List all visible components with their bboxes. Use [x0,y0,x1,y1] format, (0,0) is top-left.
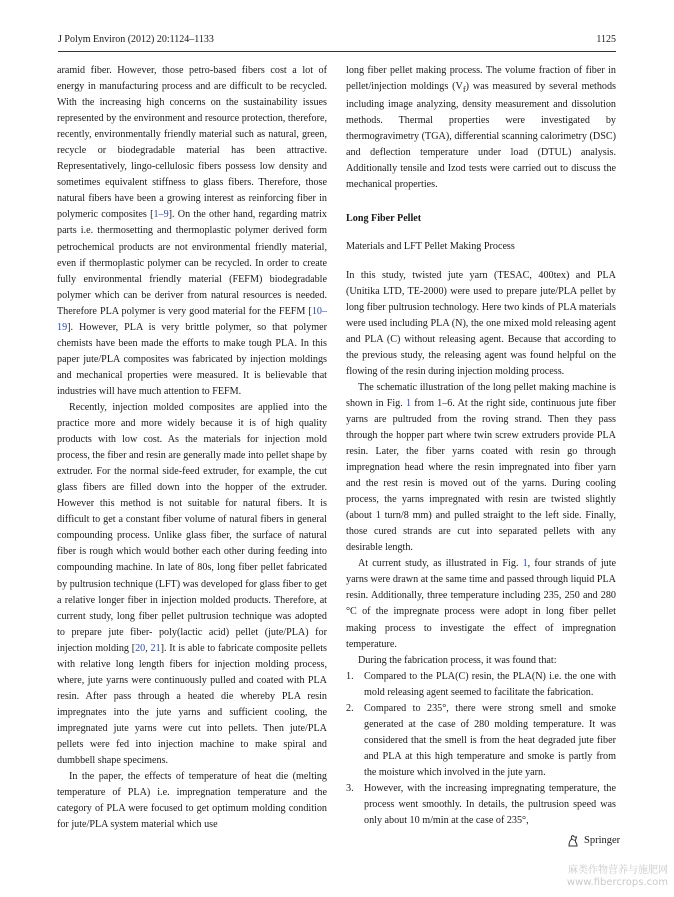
citation-link[interactable]: 1–9 [153,209,169,221]
paragraph: Recently, injection molded composites are applied into the practice more and more widely because it is of high quality products with low cost. As the materials for injection mold process, the fiber and resin are generally made into pellet shape by extruder. For the normal side-feed extruder, for example, the cut glass fibers are filled down into the hopper of the extruder. However this method is not suitable for natural fibers. It is difficult to get a constant fiber volume of natural fibers in general compounding process. Unlike glass fiber, the surface of natural fiber is rough which would bother each other during feeding into compounding machine. In late of 80s, long fiber pellet fabricated by pultrusion technique (LFT) was developed for glass fiber to get a relative longer fiber in injection molded products. Therefore, at current study, long fiber pellet pultrusion technique was adopted to prepare jute fiber- poly(lactic acid) pellet (jute/PLA) for injection molding [20, 21]. It is able to fabricate composite pellets with relative long length fibers for injection molding process, where, jute yarns were continuously pulled and coated with PLA resin. After pass through a heated die whereby PLA resin impregnates into the jute yarns and sufficient cooling, the impregnated jute yarns were cut into pellets. Then jute/PLA pellets were fed into injection machine to make spiral and dumbbell shape specimens. [57,401,327,767]
springer-horse-icon [566,834,580,848]
left-column [57,63,327,833]
paragraph: In this study, twisted jute yarn (TESAC, 400tex) and PLA (Unitika LTD, TE-2000) were used to prepare jute/PLA pellet by long fiber pultrusion technology. Here two kinds of PLA materials were used including PLA (N), the one mixed mold releasing agent and PLA (C) without releasing agent. Because that according to the previous study, the releasing agent was found helpful on the flowing of the resin during injection molding process. [346,269,616,377]
paragraph: During the fabrication process, it was found that: [358,654,557,666]
list-item: 3. However, with the increasing impregnating temperature, the process went smoothly. In details, the pultrusion speed was only about 10 m/min at the case of 235°, [346,783,616,827]
citation-link[interactable]: 20 [135,642,146,654]
figure-link[interactable]: 1 [406,397,412,409]
numbered-list [346,669,616,829]
paragraph: In the paper, the effects of temperature of heat die (melting temperature of PLA) i.e. impregnation temperature and the category of PLA were focused to get optimum molding condition for jute/PLA system material which use [57,771,327,831]
figure-link[interactable]: 1 [522,558,528,570]
list-item: 1. Compared to the PLA(C) resin, the PLA(N) i.e. the one with mold releasing agent seemed to facilitate the fabrication. [346,670,616,698]
publisher-logo [566,833,620,849]
running-header [58,33,616,49]
header-rule [58,51,616,52]
journal-citation: J Polym Environ (2012) 20:1124–1133 [58,34,214,45]
right-column [346,63,616,829]
citation-link[interactable]: 10–19 [57,305,327,333]
subsection-heading: Materials and LFT Pellet Making Process [346,241,515,253]
paragraph: aramid fiber. However, those petro-based fibers cost a lot of energy in manufacturing process and are difficult to be recycled. With the increasing high concerns on the sustainability issues represented by the environment and resource protection, therefore, recently, environmentally friendly material such as natural, green, recycle or biodegradable material has been attractive. Representatively, lingo-cellulosic fibers possess low density and sometimes equivalent stiffness to glass fibers. Therefore, those natural fibers have been a growing interest as reinforcing fiber in polymeric composites [1–9]. On the other hand, regarding matrix parts i.e. thermosetting and thermoplastic polymer derived form petrochemical products are not environmental friendly material, even if thermoplastic polymer can be recycled. In order to create fully environmental friendly material (FEFM) biodegradable polymer which can be deriver from natural resources is needed. Therefore PLA polymer is very good material for the FEFM [10–19]. However, PLA is very brittle polymer, so that polymer chemists have been made the efforts to make tough PLA. In this paper jute/PLA composites was fabricated by injection moldings and mechanical properties were measured. It is believable that industries will have much attention to FEFM. [57,65,327,397]
paragraph: long fiber pellet making process. The volume fraction of fiber in pellet/injection moldings $(V_f)$ was measured by several methods including image analyzing, density measurement and dissolution methods. Thermal properties were investigated by thermogravimetry (TGA), differential scanning calorimetry (DSC) and deflection temperature under load (DTUL) analysis. Additionally tensile and Izod tests were carried out to discuss the mechanical properties. [346,65,616,191]
site-watermark: 麻类作物营养与施肥网 www.fibercrops.com [566,865,668,888]
publisher-name: Springer [584,835,621,846]
section-heading: Long Fiber Pellet [346,213,422,225]
paragraph: The schematic illustration of the long pellet making machine is shown in Fig. 1 from 1–6. At the right side, continuous jute fiber yarns are pultruded from the roving strand. Then they pass through the hopper part where twin screw extruders provide PLA resin. Later, the fiber yarns coated with resin go through impregnation head where the resin impregnated into fiber yarn and the rest resin is moved out of the yarns. During cooling process, the yarns impregnated with resin are twisted slightly (about 1 turn/8 mm) and pulled straight to the left side. Finally, those cured strands are cut into separated pellets with any desirable length. [346,381,617,554]
citation-link[interactable]: 21 [150,642,161,654]
list-item: 2. Compared to 235°, there were strong smell and smoke generated at the case of 280 molding temperature. It was considered that the smell is from the heat degraded jute fiber and PLA at this high temperature and smoke is partly from the moisture which involved in the jute yarn. [346,702,616,778]
page-number: 1125 [596,34,616,45]
paragraph: At current study, as illustrated in Fig. 1, four strands of jute yarns were drawn at the same time and passed through liquid PLA resin. Additionally, three temperature including 235, 250 and 280 °C of the impregnate process were adopt in long fiber pellet making process to investigate the effect of impregnation temperature. [346,558,617,650]
